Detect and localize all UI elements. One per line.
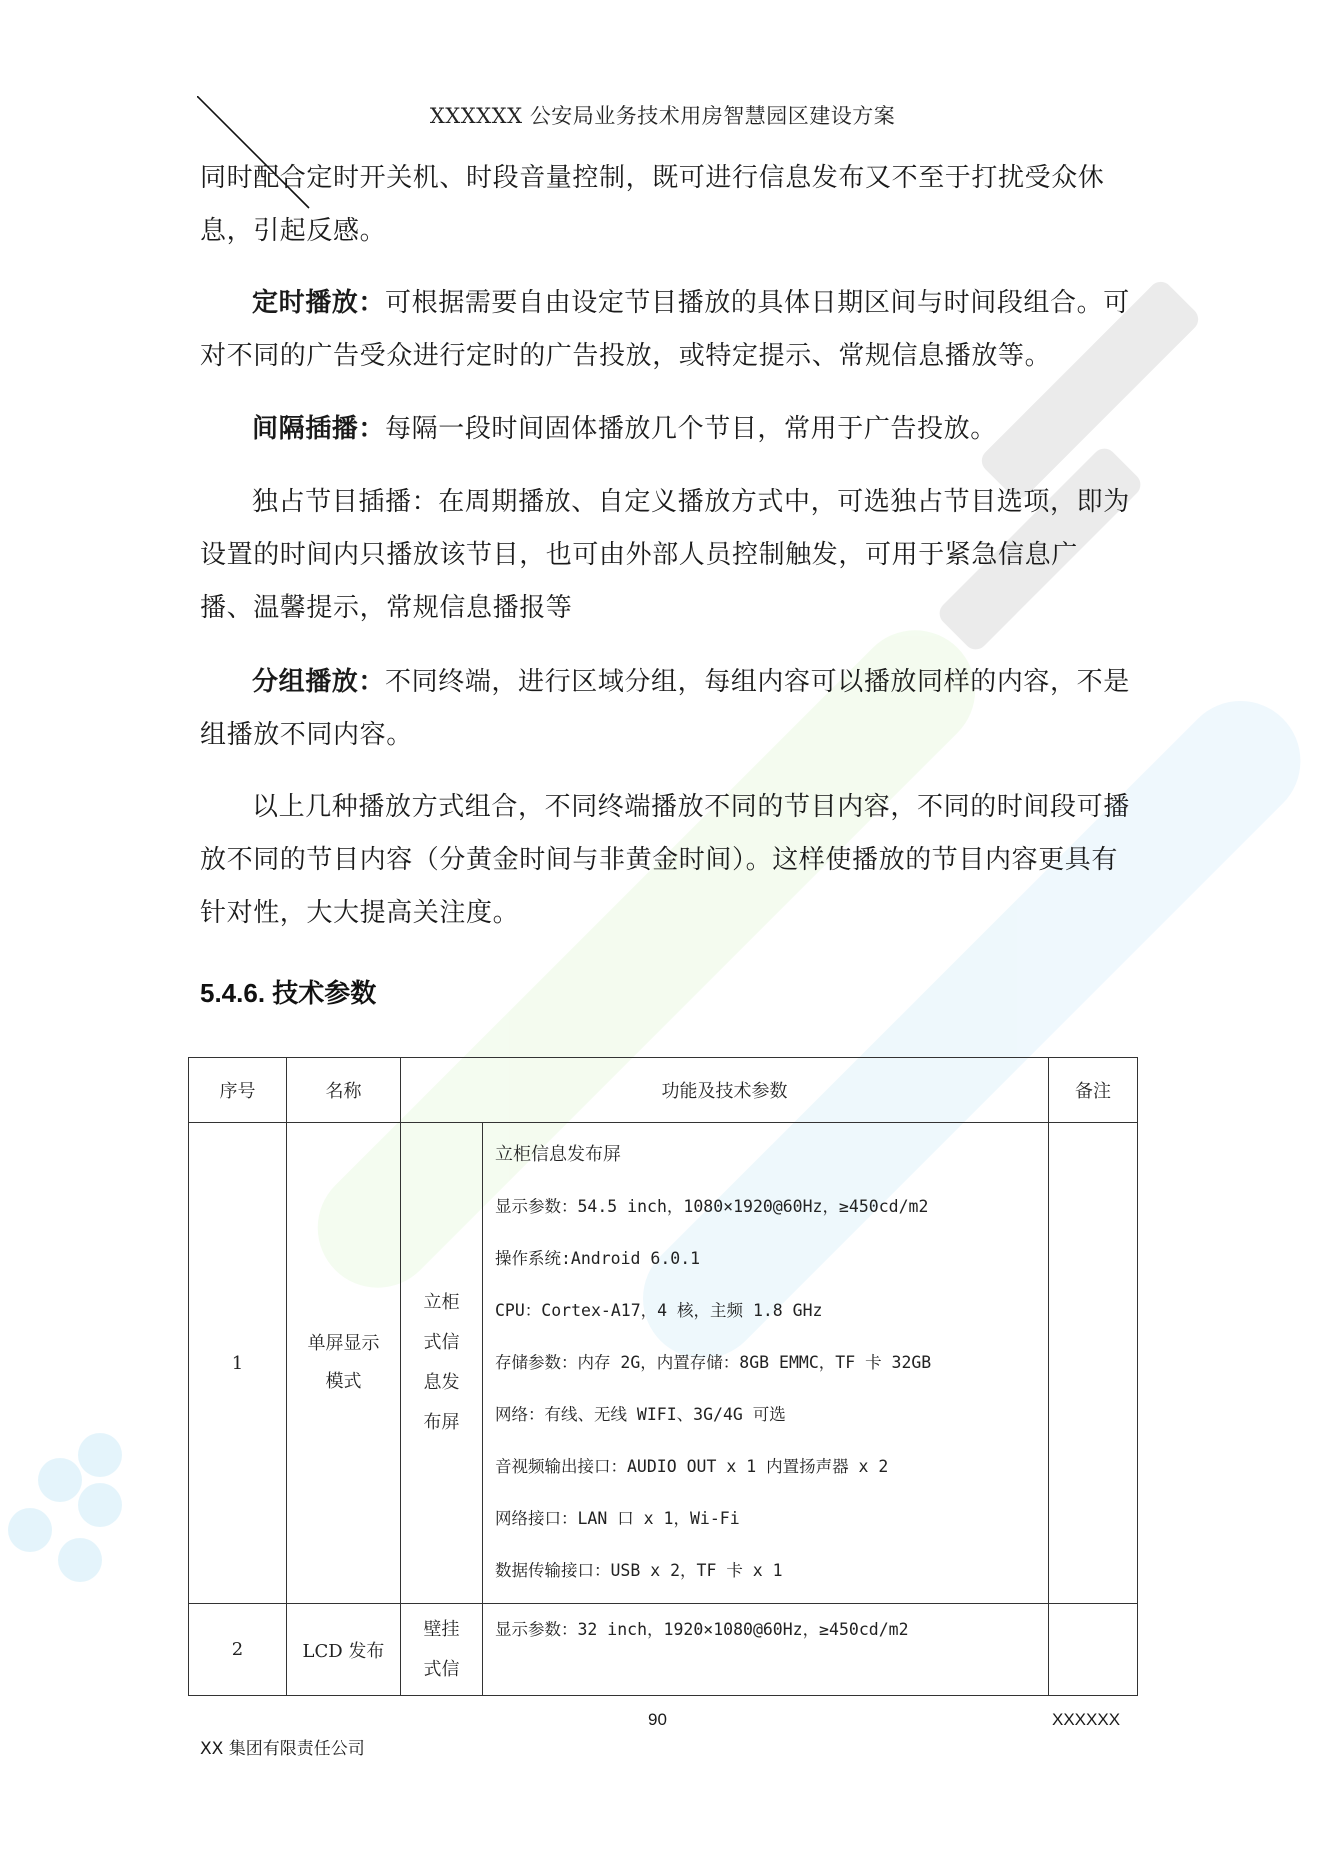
tech-spec-table	[188, 1057, 1138, 1696]
paragraph-label: 间隔插播：	[252, 414, 386, 444]
paragraph-label: 分组播放：	[252, 667, 386, 697]
footer-company: XX 集团有限责任公司	[200, 1739, 365, 1759]
paragraph-interval-insert	[200, 403, 1130, 456]
header-spec: 功能及技术参数	[401, 1058, 1049, 1123]
spec-line: 音视频输出接口：AUDIO OUT x 1 内置扬声器 x 2	[495, 1457, 889, 1476]
row-type-line: 壁挂	[423, 1618, 460, 1640]
spec-line: CPU：Cortex-A17，4 核，主频 1.8 GHz	[495, 1301, 823, 1320]
header-name: 名称	[287, 1058, 401, 1123]
table-header-row	[189, 1058, 1138, 1123]
spec-line: 网络：有线、无线 WIFI、3G/4G 可选	[495, 1405, 786, 1424]
row-type-line: 息发	[423, 1372, 460, 1393]
row-no: 1	[189, 1123, 287, 1604]
row-specs	[483, 1604, 1049, 1696]
row-name-line: 模式	[325, 1371, 362, 1392]
table-row	[189, 1604, 1138, 1696]
row-name-line: 单屏显示	[307, 1333, 380, 1354]
paragraph-body: 可根据需要自由设定节目播放的具体日期区间与时间段组合。可对不同的广告受众进行定时的广告投放，或特定提示、常规信息播放等。	[200, 288, 1130, 371]
paragraph-body: 不同终端，进行区域分组，每组内容可以播放同样的内容，不是组播放不同内容。	[200, 667, 1130, 750]
header-no: 序号	[189, 1058, 287, 1123]
paragraph-1: 同时配合定时开关机、时段音量控制，既可进行信息发布又不至于打扰受众休息，引起反感。	[200, 163, 1105, 246]
row-no: 2	[189, 1604, 287, 1696]
row-specs	[483, 1123, 1049, 1604]
row-name	[287, 1123, 401, 1604]
spec-line: 数据传输接口：USB x 2，TF 卡 x 1	[495, 1561, 783, 1580]
paragraph-body: 每隔一段时间固体播放几个节目，常用于广告投放。	[385, 414, 997, 444]
flower-watermark-icon	[8, 1433, 122, 1582]
row-type-line: 立柜	[423, 1292, 460, 1313]
paragraph-group-playback	[200, 656, 1130, 762]
paragraph-summary: 以上几种播放方式组合，不同终端播放不同的节目内容，不同的时间段可播放不同的节目内容（分黄金时间与非黄金时间）。这样使播放的节目内容更具有针对性，大大提高关注度。	[200, 792, 1130, 928]
page-number: 90	[648, 1710, 667, 1729]
spec-line: 显示参数：54.5 inch，1080×1920@60Hz，≥450cd/m2	[495, 1197, 929, 1216]
row-type	[401, 1123, 483, 1604]
row-type-line: 布屏	[423, 1412, 460, 1433]
document-header: XXXXXX 公安局业务技术用房智慧园区建设方案	[429, 104, 896, 128]
spec-line: 显示参数：32 inch，1920×1080@60Hz，≥450cd/m2	[495, 1620, 909, 1639]
spec-line: 操作系统:Android 6.0.1	[495, 1249, 701, 1268]
row-type	[401, 1604, 483, 1696]
row-type-line: 式信	[423, 1332, 460, 1353]
paragraph-exclusive-insert: 独占节目插播：在周期播放、自定义播放方式中，可选独占节目选项，即为设置的时间内只播放该节目，也可由外部人员控制触发，可用于紧急信息广播、温馨提示，常规信息播报等	[200, 487, 1130, 623]
table-row	[189, 1123, 1138, 1604]
row-name: LCD 发布	[287, 1604, 401, 1696]
paragraph-label: 定时播放：	[252, 288, 386, 318]
row-type-line: 式信	[423, 1658, 460, 1680]
spec-line: 网络接口：LAN 口 x 1，Wi-Fi	[495, 1509, 740, 1528]
spec-line: 立柜信息发布屏	[495, 1144, 621, 1165]
header-note: 备注	[1049, 1058, 1138, 1123]
paragraph-timed-playback	[200, 277, 1130, 383]
footer-code: XXXXXX	[1052, 1710, 1121, 1729]
section-heading: 5.4.6. 技术参数	[200, 978, 377, 1008]
row-note	[1049, 1123, 1138, 1604]
row-note	[1049, 1604, 1138, 1696]
spec-line: 存储参数：内存 2G，内置存储：8GB EMMC，TF 卡 32GB	[495, 1353, 932, 1372]
